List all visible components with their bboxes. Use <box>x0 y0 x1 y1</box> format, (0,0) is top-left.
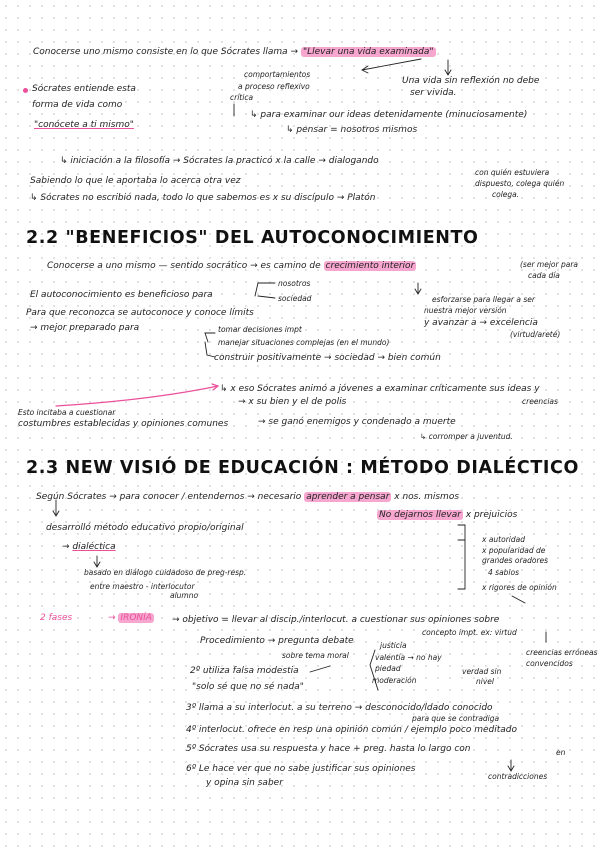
sentence: → se ganó enemigos y condenado a muerte <box>258 417 456 427</box>
bullet-dot <box>23 88 28 93</box>
section-title: 2.3 NEW VISIÓ DE EDUCACIÓN : MÉTODO DIALÉCTICO <box>26 458 579 478</box>
list-item: justicia <box>380 641 407 650</box>
phase-label: 2 fases <box>40 613 73 623</box>
dialog-note: con quién estuviera <box>475 168 550 177</box>
note: nuestra mejor versión <box>424 306 507 315</box>
section-title: 2.2 "BENEFICIOS" DEL AUTOCONOCIMIENTO <box>26 228 479 248</box>
note: verdad sin <box>462 667 502 676</box>
list-item: x rigores de opinión <box>482 583 557 592</box>
branch-label: tomar decisiones impt <box>218 325 302 334</box>
highlight: No dejarnos llevar <box>379 510 461 520</box>
intro-line: Conocerse uno mismo consiste en lo que Sócrates llama → "Llevar una vida examinada" <box>33 47 434 57</box>
sabiendo-line: Sabiendo lo que le aportaba lo acerca otra vez <box>30 176 241 186</box>
list-item: moderación <box>372 676 417 685</box>
examine-text: ↳ para examinar our ideas detenidamente (minuciosamente) <box>250 110 528 120</box>
branch-label: nosotros <box>278 279 311 288</box>
sentence: construir positivamente → sociedad → bien común <box>214 353 441 363</box>
note: alumno <box>170 591 199 600</box>
sentence: Procedimiento → pregunta debate <box>200 636 354 646</box>
step: 6º Le hace ver que no sabe justificar sus opiniones <box>186 764 416 774</box>
dialog-note: colega. <box>492 190 520 199</box>
list-item: valentía → no hay <box>375 653 442 662</box>
step-quote: "solo sé que no sé nada" <box>192 682 304 692</box>
sentence: Conocerse a uno mismo — sentido socrático → es camino de crecimiento interior <box>47 261 415 271</box>
note: para que se contradiga <box>412 714 500 723</box>
sentence: Según Sócrates → para conocer / entendernos → necesario aprender a pensar x nos. mismos <box>36 492 460 502</box>
note: nivel <box>476 677 494 686</box>
sentence: Para que reconozca se autoconoce y conoce límits <box>26 308 254 318</box>
note: (virtud/areté) <box>510 330 561 339</box>
sentence: El autoconocimiento es beneficioso para <box>30 290 213 300</box>
note: contradicciones <box>488 772 548 781</box>
sentence: → dialéctica <box>62 542 116 552</box>
note: esforzarse para llegar a ser <box>432 295 535 304</box>
step: 4º interlocut. ofrece en resp una opinión común / ejemplo poco meditado <box>186 725 517 735</box>
note: basado en diálogo cuidadoso de preg-resp. <box>84 568 247 577</box>
note: ↳ corromper a juventud. <box>420 432 513 441</box>
sentence: y avanzar a → excelencia <box>424 318 538 328</box>
sentence: → objetivo = llevar al discip./interlocut. a cuestionar sus opiniones sobre <box>172 615 500 625</box>
platon-line: ↳ Sócrates no escribió nada, todo lo que sabemos es x su discípulo → Platón <box>30 193 376 203</box>
sentence: → mejor preparado para <box>30 323 140 333</box>
branch-label: crítica <box>230 93 254 102</box>
note: entre maestro - interlocutor <box>90 582 195 591</box>
note: creencias erróneas <box>526 648 598 657</box>
note: concepto impt. ex: virtud <box>422 628 517 637</box>
branch-label: a proceso reflexivo <box>238 82 310 91</box>
branch-label: sociedad <box>278 294 312 303</box>
step: y opina sin saber <box>206 778 283 788</box>
sentence: desarrolló método educativo propio/original <box>46 523 244 533</box>
examine-text: ↳ pensar = nosotros mismos <box>286 125 418 135</box>
bullet-text: forma de vida como <box>32 100 123 110</box>
quote-highlight: "Llevar una vida examinada" <box>302 47 434 57</box>
branch-label: comportamientos <box>244 70 311 79</box>
bullet-text: Sócrates entiende esta <box>32 84 136 94</box>
philosophy-line: ↳ iniciación a la filosofía → Sócrates la practicó x la calle → dialogando <box>60 156 379 166</box>
note: convencidos <box>526 659 573 668</box>
note: en <box>556 748 566 757</box>
result-text: ser vivida. <box>410 88 457 98</box>
list-item: x autoridad <box>482 535 525 544</box>
step: 3º llama a su interlocut. a su terreno → desconocido/ldado conocido <box>186 703 493 713</box>
highlight: aprender a pensar <box>306 492 390 502</box>
list-item: x popularidad de <box>482 546 546 555</box>
branch-label: manejar situaciones complejas (en el mundo) <box>218 338 390 347</box>
note: sobre tema moral <box>282 651 349 660</box>
sentence: ↳ x eso Sócrates animó a jóvenes a examinar críticamente sus ideas y <box>220 384 540 394</box>
highlight: IRONÍA <box>120 613 152 623</box>
result-text: Una vida sin reflexión no debe <box>402 76 540 86</box>
note: cada día <box>528 271 560 280</box>
note: Esto incitaba a cuestionar <box>18 408 116 417</box>
note: creencias <box>522 397 558 406</box>
dialog-note: dispuesto, colega quién <box>475 179 565 188</box>
phase-arrow: → IRONÍA <box>108 613 152 623</box>
sentence: → x su bien y el de polis <box>238 397 347 407</box>
highlight: crecimiento interior <box>325 261 415 271</box>
sentence: No dejarnos llevar x prejuicios <box>379 510 518 520</box>
step: 2º utiliza falsa modestia <box>190 666 299 676</box>
step: 5º Sócrates usa su respuesta y hace + preg. hasta lo largo con <box>186 744 471 754</box>
highlight: dialéctica <box>72 542 116 552</box>
bullet-quote: "conócete a ti mismo" <box>34 120 134 130</box>
list-item: piedad <box>375 664 401 673</box>
note: (ser mejor para <box>520 260 579 269</box>
sentence: costumbres establecidas y opiniones comunes <box>18 419 229 429</box>
list-item: grandes oradores <box>482 556 549 565</box>
list-item: 4 sabios <box>488 568 519 577</box>
